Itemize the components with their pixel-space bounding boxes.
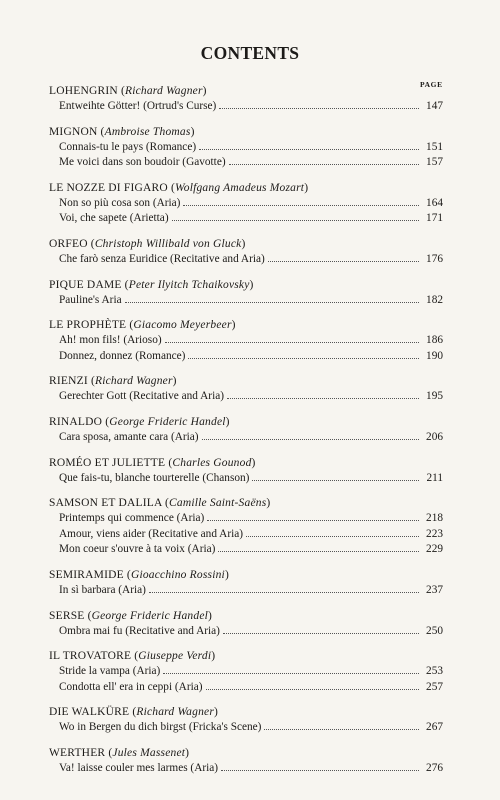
dot-leader <box>268 261 419 262</box>
composer-name: Charles Gounod <box>172 456 252 469</box>
entry-title: Me voici dans son boudoir (Gavotte) <box>59 156 226 169</box>
composer-name: Peter Ilyitch Tchaikovsky <box>128 278 250 291</box>
page-number: 211 <box>426 471 443 484</box>
dot-leader <box>188 358 419 359</box>
toc-section <box>49 415 443 446</box>
entry-title: Stride la vampa (Aria) <box>59 665 161 678</box>
entry-title: Cara sposa, amante cara (Aria) <box>59 430 199 443</box>
entry-title: In sì barbara (Aria) <box>59 583 146 596</box>
work-title: IL TROVATORE <box>49 650 132 663</box>
toc-entry <box>49 333 443 349</box>
dot-leader <box>227 398 419 399</box>
page-number: 151 <box>426 140 443 153</box>
toc-section <box>49 237 443 268</box>
dot-leader <box>218 551 419 552</box>
page-number: 171 <box>426 212 443 225</box>
toc-section <box>49 84 443 115</box>
section-heading: PIQUE DAME (Peter Ilyitch Tchaikovsky) <box>49 278 254 291</box>
work-title: SERSE <box>49 609 85 622</box>
page-number: 223 <box>426 527 443 540</box>
page-number: 164 <box>426 196 443 209</box>
entry-title: Que fais-tu, blanche tourterelle (Chanson) <box>59 471 250 484</box>
page-number: 253 <box>426 665 443 678</box>
entry-title: Donnez, donnez (Romance) <box>59 349 186 362</box>
toc-entry <box>49 349 443 365</box>
page-number: 176 <box>426 252 443 265</box>
work-title: ORFEO <box>49 237 88 250</box>
toc-section <box>49 278 443 309</box>
section-heading: MIGNON (Ambroise Thomas) <box>49 125 195 138</box>
toc-entry <box>49 680 443 696</box>
table-of-contents <box>49 84 443 786</box>
dot-leader <box>202 439 419 440</box>
composer-name: Christoph Willibald von Gluck <box>94 237 242 250</box>
work-title: PIQUE DAME <box>49 278 122 291</box>
toc-section <box>49 649 443 695</box>
toc-entry <box>49 99 443 115</box>
dot-leader <box>221 770 419 771</box>
toc-section <box>49 746 443 777</box>
page-number: 182 <box>426 293 443 306</box>
toc-entry <box>49 624 443 640</box>
page-number: 147 <box>426 100 443 112</box>
toc-section <box>49 496 443 558</box>
composer-name: Wolfgang Amadeus Mozart <box>175 181 305 194</box>
composer-name: Jules Massenet <box>112 746 186 759</box>
composer-name: Richard Wagner <box>124 85 203 97</box>
section-heading: ORFEO (Christoph Willibald von Gluck) <box>49 237 246 250</box>
composer-name: George Frideric Handel <box>91 609 209 622</box>
dot-leader <box>207 520 419 521</box>
entry-title: Printemps qui commence (Aria) <box>59 512 205 525</box>
entry-title: Amour, viens aider (Recitative and Aria) <box>59 527 243 540</box>
toc-entry <box>49 155 443 171</box>
entry-title: Condotta ell' era in ceppi (Aria) <box>59 680 203 693</box>
toc-entry <box>49 430 443 446</box>
dot-leader <box>125 302 419 303</box>
entry-title: Non so più cosa son (Aria) <box>59 196 181 209</box>
toc-section <box>49 181 443 227</box>
toc-entry <box>49 211 443 227</box>
page-number: 229 <box>426 543 443 556</box>
dot-leader <box>246 536 419 537</box>
work-title: RIENZI <box>49 375 88 388</box>
toc-section <box>49 125 443 171</box>
work-title: WERTHER <box>49 746 106 759</box>
page-number: 276 <box>426 761 443 774</box>
entry-title: Entweihte Götter! (Ortrud's Curse) <box>59 100 217 112</box>
toc-section <box>49 456 443 487</box>
dot-leader <box>199 149 419 150</box>
entry-title: Wo in Bergen du dich birgst (Fricka's Scene) <box>59 721 262 734</box>
toc-entry <box>49 542 443 558</box>
entry-title: Connais-tu le pays (Romance) <box>59 140 197 153</box>
composer-name: Giuseppe Verdi <box>138 650 212 663</box>
composer-name: Ambroise Thomas <box>104 125 191 138</box>
page-column-header: PAGE <box>420 80 443 89</box>
page-number: 237 <box>426 583 443 596</box>
dot-leader <box>165 342 419 343</box>
section-heading: RIENZI (Richard Wagner) <box>49 375 177 388</box>
dot-leader <box>223 633 419 634</box>
toc-section <box>49 318 443 364</box>
toc-entry <box>49 293 443 309</box>
entry-title: Va! laisse couler mes larmes (Aria) <box>59 761 219 774</box>
toc-entry <box>49 252 443 268</box>
dot-leader <box>219 108 419 109</box>
entry-title: Mon coeur s'ouvre à ta voix (Aria) <box>59 543 216 556</box>
section-heading: SAMSON ET DALILA (Camille Saint-Saëns) <box>49 497 271 510</box>
toc-entry <box>49 389 443 405</box>
dot-leader <box>163 673 419 674</box>
toc-section <box>49 705 443 736</box>
toc-entry <box>49 140 443 156</box>
toc-entry <box>49 664 443 680</box>
dot-leader <box>183 205 419 206</box>
entry-title: Che farò senza Euridice (Recitative and Aria) <box>59 252 265 265</box>
work-title: LOHENGRIN <box>49 85 118 97</box>
entry-title: Voi, che sapete (Arietta) <box>59 212 169 225</box>
composer-name: George Frideric Handel <box>109 415 226 428</box>
composer-name: Richard Wagner <box>95 375 173 388</box>
work-title: LE NOZZE DI FIGARO <box>49 181 168 194</box>
entry-title: Gerechter Gott (Recitative and Aria) <box>59 390 224 403</box>
toc-entry <box>49 720 443 736</box>
entry-title: Ombra mai fu (Recitative and Aria) <box>59 624 220 637</box>
page-number: 206 <box>426 430 443 443</box>
toc-section <box>49 609 443 640</box>
toc-entry <box>49 761 443 777</box>
page-number: 157 <box>426 156 443 169</box>
section-heading: LE NOZZE DI FIGARO (Wolfgang Amadeus Mozart) <box>49 181 309 194</box>
dot-leader <box>149 592 419 593</box>
toc-entry <box>49 527 443 543</box>
dot-leader <box>172 220 419 221</box>
page-number: 257 <box>426 680 443 693</box>
entry-title: Ah! mon fils! (Arioso) <box>59 334 162 347</box>
composer-name: Giacomo Meyerbeer <box>133 319 232 332</box>
work-title: SEMIRAMIDE <box>49 568 124 581</box>
page-title: CONTENTS <box>200 43 300 63</box>
section-heading: SERSE (George Frideric Handel) <box>49 609 213 622</box>
section-heading: LE PROPHÈTE (Giacomo Meyerbeer) <box>49 319 236 332</box>
dot-leader <box>264 729 419 730</box>
work-title: DIE WALKÜRE <box>49 706 130 719</box>
work-title: LE PROPHÈTE <box>49 319 127 332</box>
composer-name: Richard Wagner <box>136 706 215 719</box>
section-heading: ROMÉO ET JULIETTE (Charles Gounod) <box>49 456 256 469</box>
work-title: MIGNON <box>49 125 98 138</box>
page-number: 218 <box>426 512 443 525</box>
page-number: 195 <box>426 390 443 403</box>
dot-leader <box>206 689 419 690</box>
dot-leader <box>229 164 419 165</box>
toc-entry <box>49 511 443 527</box>
section-heading: DIE WALKÜRE (Richard Wagner) <box>49 706 219 719</box>
section-heading: IL TROVATORE (Giuseppe Verdi) <box>49 650 216 663</box>
page-number: 190 <box>426 349 443 362</box>
page-number: 250 <box>426 624 443 637</box>
toc-entry <box>49 196 443 212</box>
page-number: 186 <box>426 334 443 347</box>
section-heading: WERTHER (Jules Massenet) <box>49 746 190 759</box>
work-title: ROMÉO ET JULIETTE <box>49 456 166 469</box>
section-heading: RINALDO (George Frideric Handel) <box>49 415 230 428</box>
section-heading: LOHENGRIN (Richard Wagner) <box>49 85 207 97</box>
dot-leader <box>252 480 419 481</box>
toc-entry <box>49 583 443 599</box>
work-title: RINALDO <box>49 415 103 428</box>
entry-title: Pauline's Aria <box>59 293 122 306</box>
composer-name: Camille Saint-Saëns <box>169 497 267 510</box>
toc-section <box>49 568 443 599</box>
toc-section <box>49 374 443 405</box>
page-number: 267 <box>426 721 443 734</box>
section-heading: SEMIRAMIDE (Gioacchino Rossini) <box>49 568 229 581</box>
composer-name: Gioacchino Rossini <box>130 568 225 581</box>
work-title: SAMSON ET DALILA <box>49 497 162 510</box>
toc-entry <box>49 471 443 487</box>
